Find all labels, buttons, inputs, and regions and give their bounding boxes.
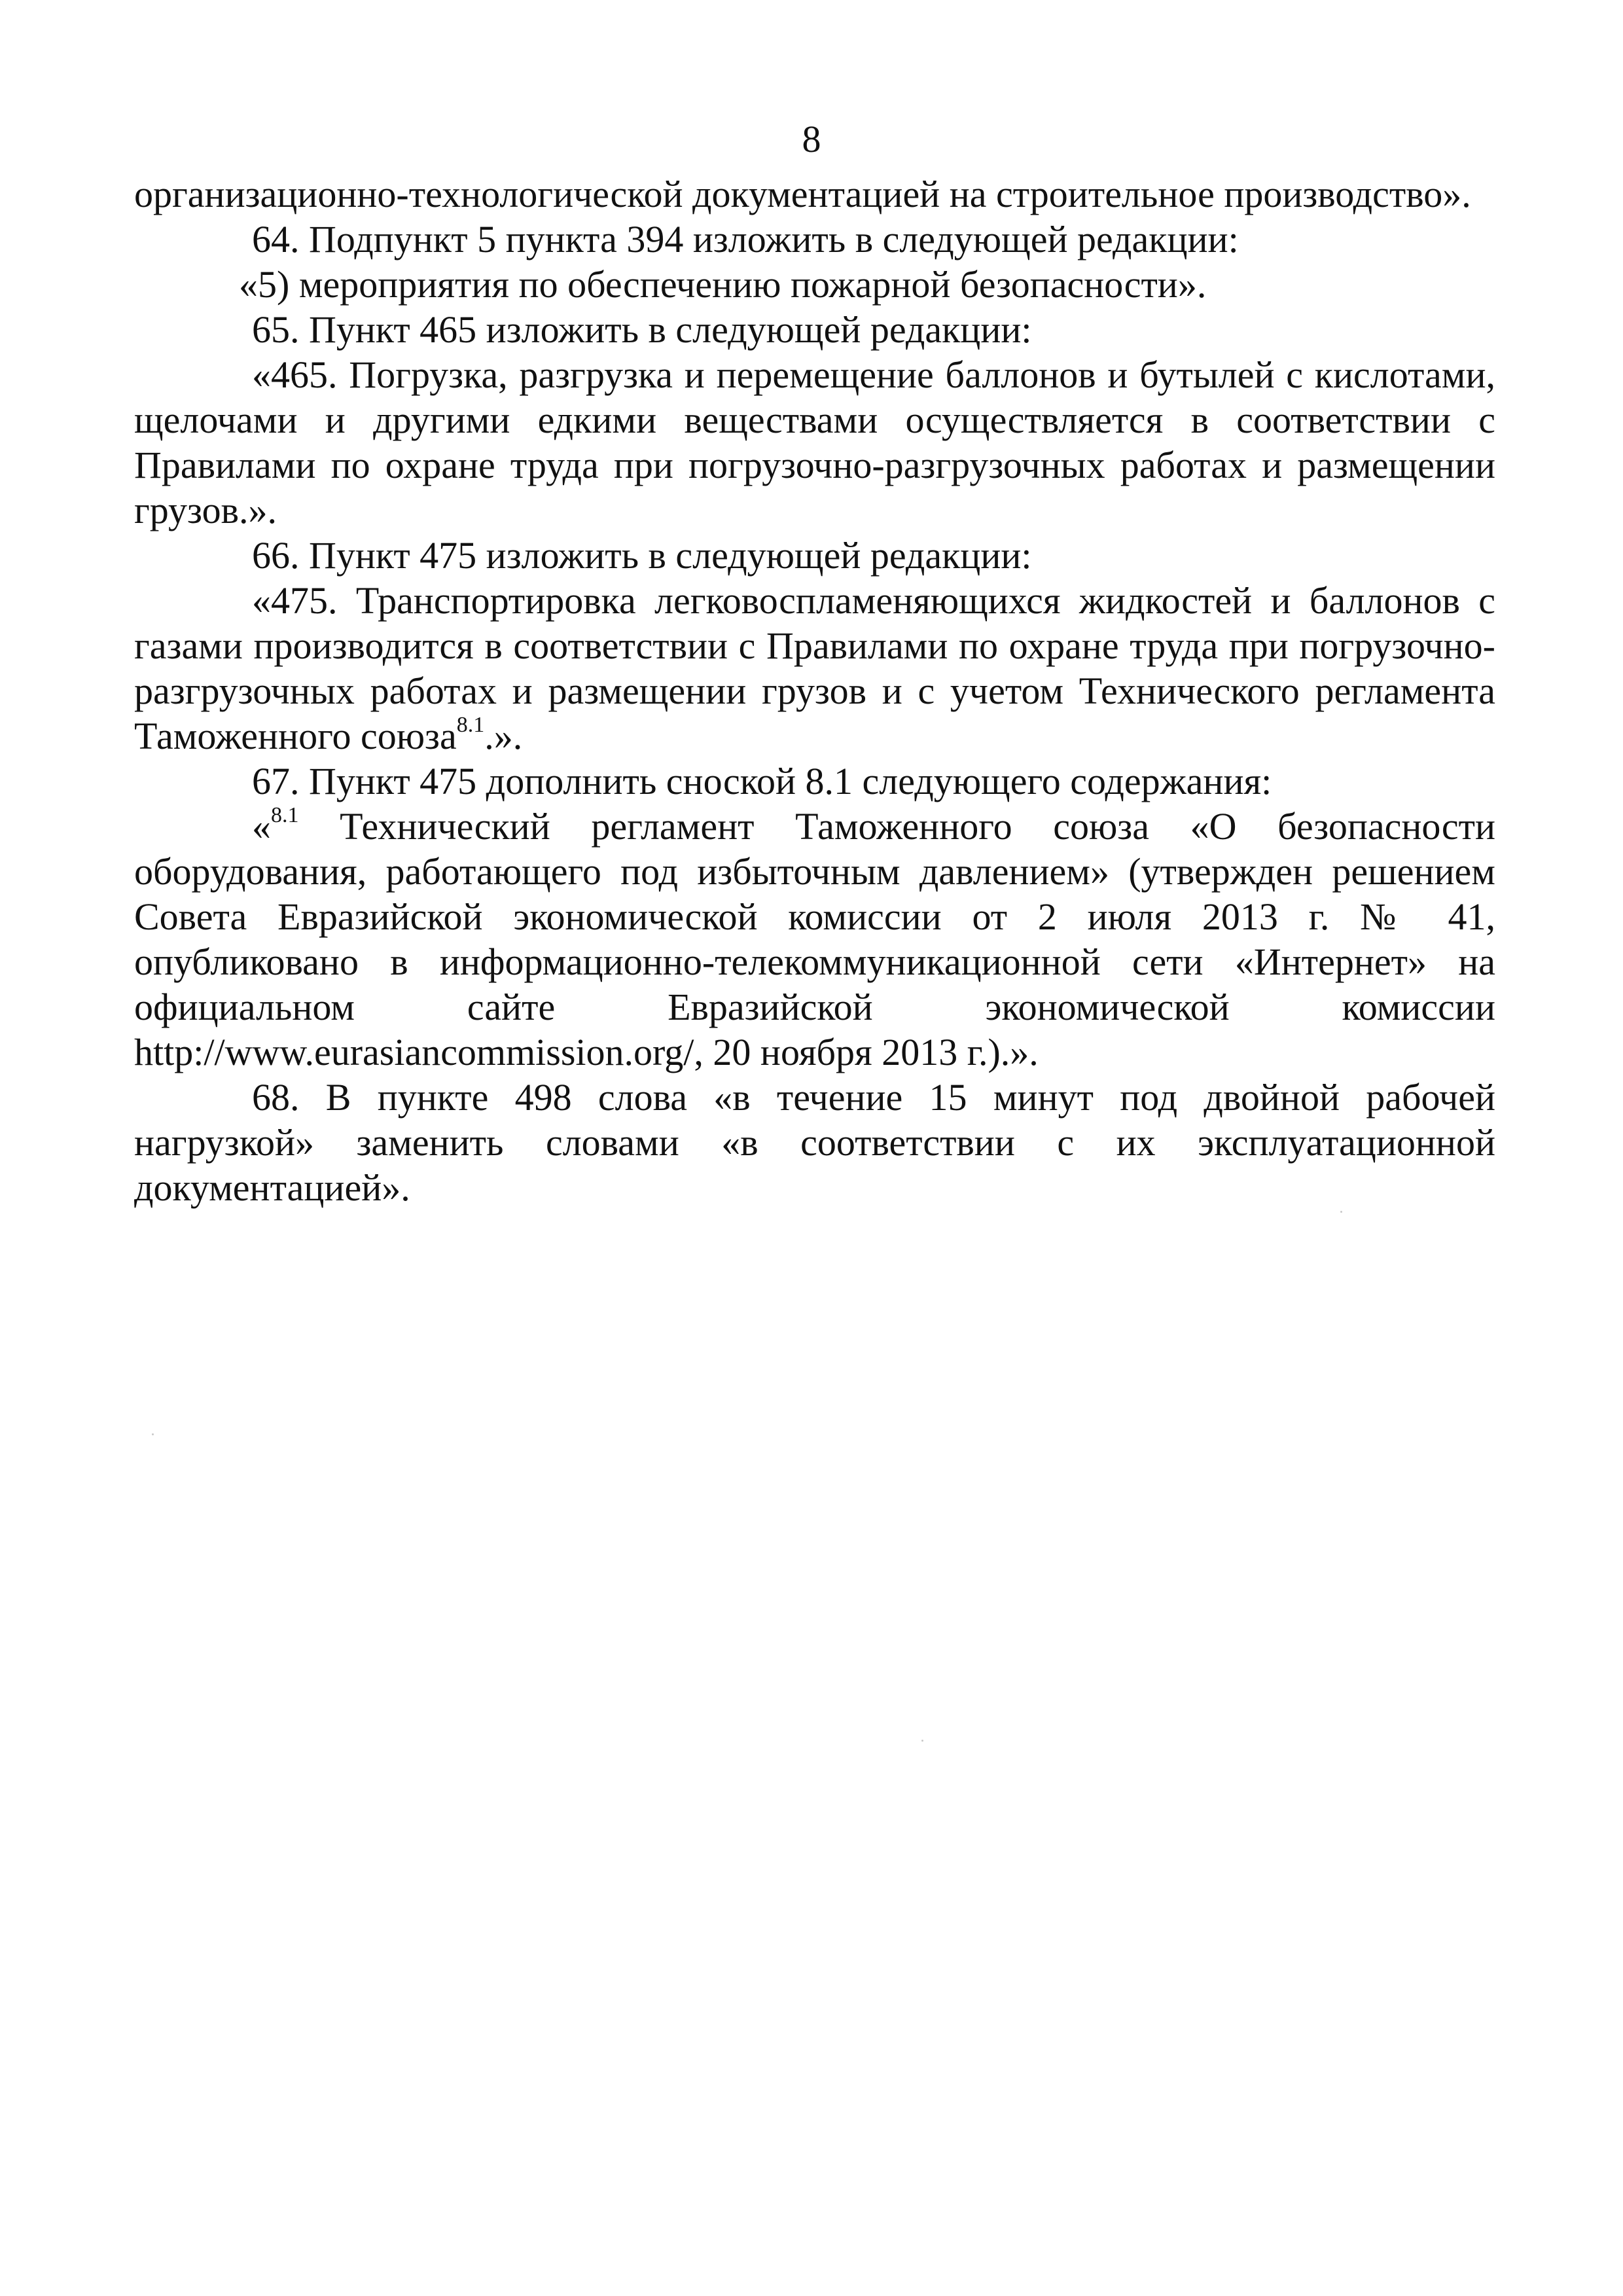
footnote-ref-8-1: 8.1 xyxy=(456,712,485,737)
footnote-8-1 xyxy=(134,804,1495,1075)
paragraph-66-quote xyxy=(134,578,1495,759)
scan-speck xyxy=(152,1433,154,1435)
footnote-open-quote: « xyxy=(252,805,271,848)
page-number: 8 xyxy=(802,118,821,160)
footnote-text: Технический регламент Таможенного союза «О безопасности оборудования, работающего под избыточным давлением» (утвержден решением Совета Евразийской экономической комиссии от 2 июля 2013 г. № 41, опубликовано в информационно-телекоммуникационной сети «Интернет» на официальном сайте Евразийской экономической комиссии http://www.eurasiancommission.org/, 20 ноября 2013 г.).». xyxy=(134,805,1495,1073)
paragraph-66-quote-end: .». xyxy=(484,715,523,757)
document-body xyxy=(134,171,1495,1210)
paragraph-68: 68. В пункте 498 слова «в течение 15 минут под двойной рабочей нагрузкой» заменить словами «в соответствии с их эксплуатационной документацией». xyxy=(134,1076,1495,1209)
paragraph-continuation: организационно-технологической документацией на строительное производство». xyxy=(134,173,1471,215)
paragraph-65: 65. Пункт 465 изложить в следующей редакции: xyxy=(252,308,1032,351)
paragraph-64: 64. Подпункт 5 пункта 394 изложить в следующей редакции: xyxy=(252,218,1239,260)
paragraph-66-quote-text: «475. Транспортировка легковоспламеняющихся жидкостей и баллонов с газами производится в соответствии с Правилами по охране труда при погрузочно-разгрузочных работах и размещении грузов и с учетом Технического регламента Таможенного союза xyxy=(134,579,1495,757)
paragraph-66: 66. Пункт 475 изложить в следующей редакции: xyxy=(252,534,1032,577)
footnote-marker-8-1: 8.1 xyxy=(271,802,299,827)
scan-speck xyxy=(921,1740,923,1742)
paragraph-67: 67. Пункт 475 дополнить сноской 8.1 следующего содержания: xyxy=(252,760,1272,802)
paragraph-64-quote: «5) мероприятия по обеспечению пожарной безопасности». xyxy=(239,263,1207,306)
paragraph-65-quote: «465. Погрузка, разгрузка и перемещение баллонов и бутылей с кислотами, щелочами и другими едкими веществами осуществляется в соответствии с Правилами по охране труда при погрузочно-разгрузочных работах и размещении грузов.». xyxy=(134,353,1495,531)
scan-speck xyxy=(1340,1211,1342,1213)
